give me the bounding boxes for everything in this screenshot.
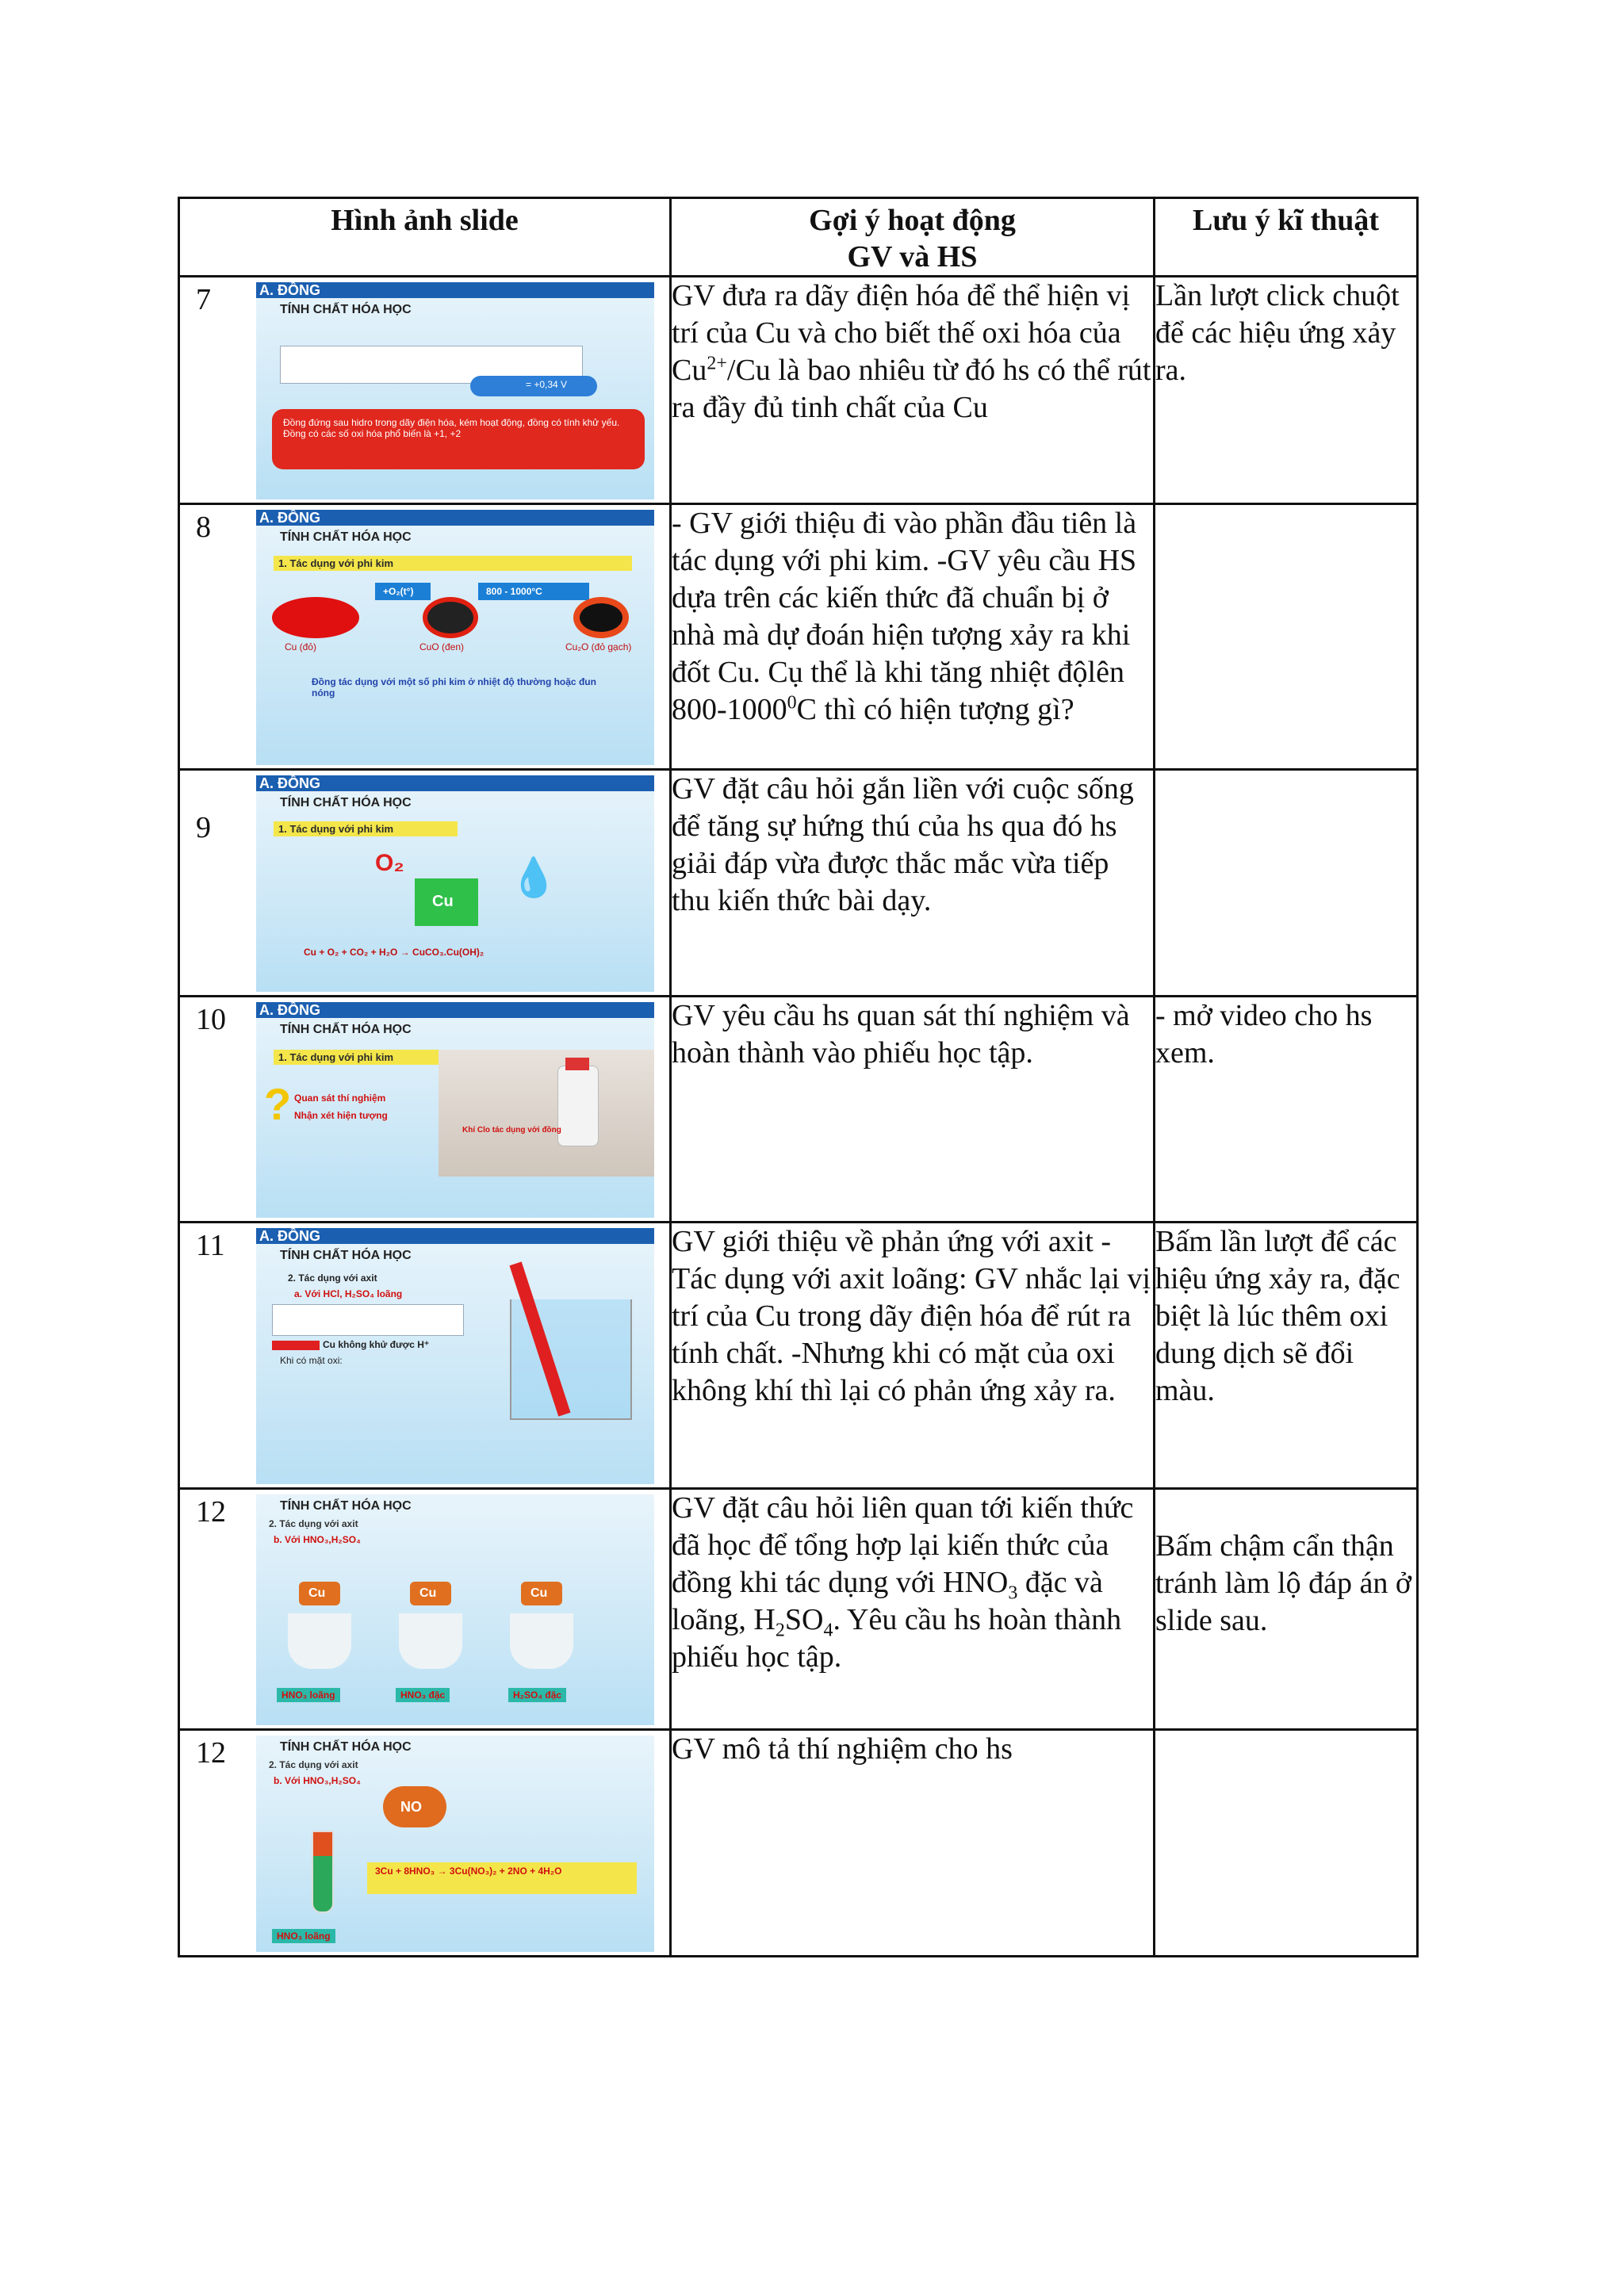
slide-prompt-2: Nhận xét hiện tượng: [294, 1110, 388, 1121]
slide-cu-block: Cu: [432, 893, 454, 910]
slide-title: TÍNH CHẤT HÓA HỌC: [280, 530, 412, 544]
activity-cell: GV yêu cầu hs quan sát thí nghiệm và hoàn thành vào phiếu học tập.: [671, 997, 1155, 1223]
technical-note-cell: Bấm chậm cẩn thận tránh làm lộ đáp án ở slide sau.: [1155, 1489, 1418, 1730]
slide-cell: [179, 504, 671, 770]
header-activity-line1: Gợi ý hoạt động: [809, 204, 1016, 237]
slide-footnote: Đồng tác dụng với một số phi kim ở nhiệt độ thường hoặc đun nóng: [312, 676, 596, 698]
row-number: 7: [196, 283, 211, 316]
header-activity: [671, 198, 1155, 277]
table-row: [179, 997, 1418, 1223]
slide-thumbnail: [256, 1228, 654, 1484]
slide-prompt-1: Quan sát thí nghiệm: [294, 1093, 386, 1104]
slide-equation: Cu + O₂ + CO₂ + H₂O → CuCO₃.Cu(OH)₂: [304, 947, 485, 958]
activity-superscript: 0: [787, 692, 797, 714]
slide-cu2o-label: Cu₂O (đỏ gạch): [565, 641, 632, 652]
slide-cu-3: Cu: [530, 1586, 548, 1600]
slide-tag: A. ĐỒNG: [259, 1228, 321, 1244]
activity-superscript: 2+: [707, 353, 727, 374]
slide-cell: [179, 997, 671, 1223]
slide-title: TÍNH CHẤT HÓA HỌC: [280, 1023, 412, 1036]
slide-cell: [179, 1730, 671, 1957]
slide-thumbnail: [256, 282, 654, 499]
slide-thumbnail: [256, 510, 654, 765]
slide-equation: 3Cu + 8HNO₃ → 3Cu(NO₃)₂ + 2NO + 4H₂O: [375, 1866, 562, 1877]
slide-subtitle: 2. Tác dụng với axit: [269, 1759, 358, 1770]
slide-title: TÍNH CHẤT HÓA HỌC: [280, 1740, 412, 1754]
row-number: 10: [196, 1003, 226, 1036]
slide-temp-label: 800 - 1000°C: [486, 586, 542, 597]
slide-flask-3-label: H₂SO₄ đặc: [508, 1688, 566, 1702]
slide-note: Đồng đứng sau hidro trong dãy điện hóa, kém hoạt động, đồng có tính khử yếu. Đồng có các số oxi hóa phổ biến là +1, +2: [283, 417, 620, 439]
slide-subtitle-2: b. Với HNO₃,H₂SO₄: [274, 1534, 361, 1545]
slide-subtitle: 2. Tác dụng với axit: [269, 1518, 358, 1529]
water-drops-icon: 💧: [510, 855, 557, 900]
table-row: [179, 1730, 1418, 1957]
slide-thumbnail: [256, 1735, 654, 1952]
row-number: 11: [196, 1229, 225, 1262]
slide-thumbnail: [256, 1494, 654, 1725]
slide-caption: Khí Clo tác dụng với đồng: [462, 1126, 561, 1135]
row-number: 12: [196, 1495, 226, 1529]
slide-o2-label: O₂: [375, 850, 404, 876]
technical-note-cell: [1155, 770, 1418, 997]
activity-cell: GV giới thiệu về phản ứng với axit - Tác dụng với axit loãng: GV nhắc lại vị trí của Cu trong dãy điện hóa để rút ra tính chất. -Nhưng khi có mặt của oxi không khí thì lại có phản ứng xảy ra.: [671, 1223, 1155, 1489]
table-row: [179, 1489, 1418, 1730]
slide-title: TÍNH CHẤT HÓA HỌC: [280, 1499, 412, 1513]
activity-subscript-3: 4: [823, 1620, 833, 1641]
slide-cell: [179, 770, 671, 997]
slide-subtitle-2: b. Với HNO₃,H₂SO₄: [274, 1775, 361, 1786]
technical-note-cell: Bấm lần lượt để các hiệu ứng xảy ra, đặc biệt là lúc thêm oxi dung dịch sẽ đổi màu.: [1155, 1223, 1418, 1489]
activity-subscript-2: 2: [775, 1620, 785, 1641]
table-row: [179, 277, 1418, 504]
slide-cell: [179, 1489, 671, 1730]
activity-cell: GV đặt câu hỏi gắn liền với cuộc sống để tăng sự hứng thú của hs qua đó hs giải đáp vừa được thắc mắc vừa tiếp thu kiến thức bài dạy.: [671, 770, 1155, 997]
slide-cell: [179, 277, 671, 504]
slide-no-cloud: NO: [400, 1799, 422, 1815]
slide-cuo-label: CuO (đen): [419, 641, 465, 652]
activity-cell: GV mô tả thí nghiệm cho hs: [671, 1730, 1155, 1957]
question-mark-icon: ?: [264, 1079, 292, 1129]
slide-line-2: Khi có mặt oxi:: [280, 1355, 343, 1366]
table-row: [179, 770, 1418, 997]
slide-tag: A. ĐỒNG: [259, 510, 321, 526]
activity-text: - GV giới thiệu đi vào phần đầu tiên là tác dụng với phi kim. -GV yêu cầu HS dựa trên các kiến thức đã chuẩn bị ở nhà mà dự đoán hiện tượng xảy ra khi đốt Cu. Cụ thể là khi tăng nhiệt độlên 800-1000: [672, 507, 1137, 726]
slide-o2-label: +O₂(t°): [383, 586, 414, 597]
activity-text-mid-2: SO: [784, 1603, 824, 1636]
slide-title: TÍNH CHẤT HÓA HỌC: [280, 796, 412, 809]
slide-subtitle-2: a. Với HCl, H₂SO₄ loãng: [294, 1288, 403, 1299]
slide-potential: = +0,34 V: [526, 379, 568, 390]
technical-note-cell: - mở video cho hs xem.: [1155, 997, 1418, 1223]
header-technical-note: Lưu ý kĩ thuật: [1155, 198, 1418, 277]
slide-cell: [179, 1223, 671, 1489]
row-number: 8: [196, 511, 211, 544]
technical-note-cell: [1155, 1730, 1418, 1957]
activity-cell: [671, 504, 1155, 770]
slide-cu-label: Cu (đỏ): [285, 641, 317, 652]
slide-cu-2: Cu: [419, 1586, 437, 1600]
activity-text-mid: đặc và loãng, H: [672, 1566, 1103, 1636]
activity-text: GV đưa ra dãy điện hóa để thể hiện vị trí của Cu và cho biết thế oxi hóa của Cu: [672, 279, 1131, 387]
technical-note-cell: Lần lượt click chuột để các hiệu ứng xảy ra.: [1155, 277, 1418, 504]
activity-cell: [671, 1489, 1155, 1730]
slide-subtitle: 1. Tác dụng với phi kim: [274, 556, 632, 571]
activity-text-end: C thì có hiện tượng gì?: [796, 693, 1074, 726]
slide-flask-1-label: HNO₃ loãng: [277, 1688, 340, 1702]
activity-subscript-1: 3: [1008, 1582, 1018, 1604]
slide-tag: A. ĐỒNG: [259, 282, 321, 298]
slide-thumbnail: [256, 1002, 654, 1218]
activity-cell: [671, 277, 1155, 504]
slide-tag: A. ĐỒNG: [259, 1002, 321, 1018]
slide-thumbnail: [256, 775, 654, 992]
slide-subtitle: 1. Tác dụng với phi kim: [274, 821, 458, 836]
slide-subtitle: 2. Tác dụng với axit: [288, 1272, 377, 1284]
table-row: [179, 504, 1418, 770]
slide-title: TÍNH CHẤT HÓA HỌC: [280, 303, 412, 316]
header-slide-image: Hình ảnh slide: [179, 198, 671, 277]
slide-flask-2-label: HNO₃ đặc: [396, 1688, 450, 1702]
slide-tag: A. ĐỒNG: [259, 775, 321, 791]
lesson-table: [178, 197, 1419, 1957]
slide-line-1: Cu không khử được H⁺: [323, 1339, 430, 1350]
slide-cu-1: Cu: [308, 1586, 326, 1600]
row-number: 9: [196, 811, 211, 844]
technical-note-cell: [1155, 504, 1418, 770]
activity-text: GV đặt câu hỏi liên quan tới kiến thức đã học để tổng hợp lại kiến thức của đồng khi tác dụng với HNO: [672, 1491, 1134, 1599]
table-row: [179, 1223, 1418, 1489]
activity-text-end: . Yêu cầu hs hoàn thành phiếu học tập.: [672, 1603, 1122, 1674]
slide-title: TÍNH CHẤT HÓA HỌC: [280, 1249, 412, 1262]
activity-text-end: /Cu là bao nhiêu từ đó hs có thể rút ra đầy đủ tinh chất của Cu: [672, 354, 1151, 424]
slide-tube-label: HNO₃ loãng: [272, 1929, 335, 1943]
slide-subtitle: 1. Tác dụng với phi kim: [274, 1050, 442, 1065]
header-activity-line2: GV và HS: [847, 240, 978, 274]
row-number: 12: [196, 1736, 226, 1770]
table-header-row: [179, 198, 1418, 277]
